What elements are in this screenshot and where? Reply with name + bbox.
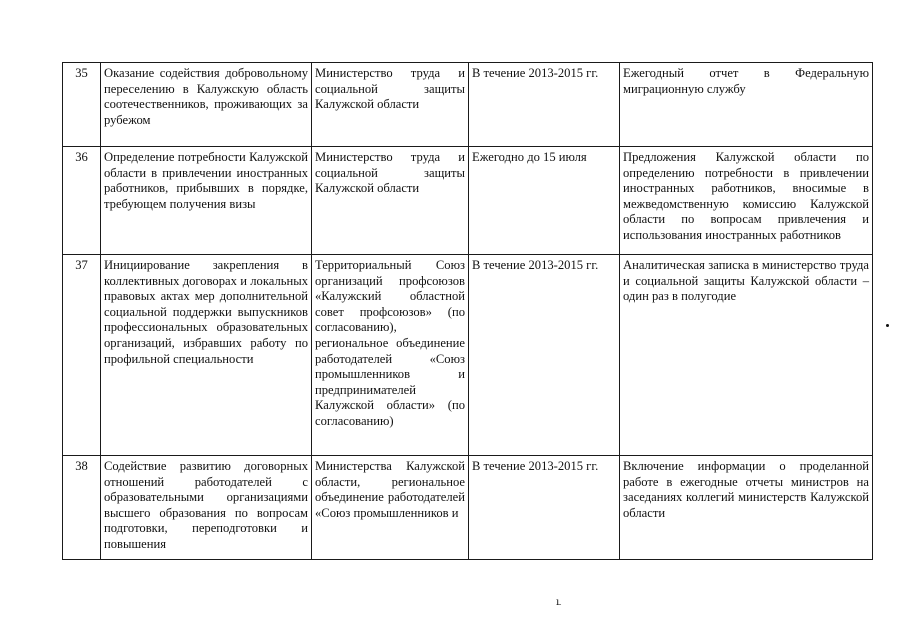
activity-cell: Определение потребности Калужской области в привлечении иностранных работников, прибывших в порядке, требующем получения визы xyxy=(101,147,312,255)
activity-cell: Содействие развитию договорных отношений работодателей с образовательными организациями высшего образования по вопросам подготовки, переподготовки и повышения xyxy=(101,456,312,560)
executor-cell: Министерства Калужской области, региональное объединение работодателей «Союз промышленников и xyxy=(312,456,469,560)
row-number: 36 xyxy=(63,147,101,255)
executor-cell: Министерство труда и социальной защиты Калужской области xyxy=(312,147,469,255)
table-row xyxy=(63,456,873,560)
result-cell: Ежегодный отчет в Федеральную миграционную службу xyxy=(620,63,873,147)
result-cell: Аналитическая записка в министерство труда и социальной защиты Калужской области – один раз в полугодие xyxy=(620,255,873,456)
measures-table xyxy=(62,62,873,560)
term-cell: Ежегодно до 15 июля xyxy=(469,147,620,255)
row-number: 38 xyxy=(63,456,101,560)
executor-cell: Территориальный Союз организаций профсоюзов «Калужский областной совет профсоюзов» (по согласованию), региональное объединение работодателей «Союз промышленников и предпринимателей Калужской области» (по согласованию) xyxy=(312,255,469,456)
term-cell: В течение 2013-2015 гг. xyxy=(469,63,620,147)
scan-mark: ւ xyxy=(556,597,561,608)
result-cell: Включение информации о проделанной работе в ежегодные отчеты министров на заседаниях коллегий министерств Калужской области xyxy=(620,456,873,560)
term-cell: В течение 2013-2015 гг. xyxy=(469,255,620,456)
table-row xyxy=(63,63,873,147)
row-number: 37 xyxy=(63,255,101,456)
table-row xyxy=(63,255,873,456)
activity-cell: Инициирование закрепления в коллективных договорах и локальных правовых актах мер дополнительной социальной поддержки выпускников профессиональных образовательных организаций, избравших работу по профильной специальности xyxy=(101,255,312,456)
executor-cell: Министерство труда и социальной защиты Калужской области xyxy=(312,63,469,147)
result-cell: Предложения Калужской области по определению потребности в привлечении иностранных работников, вносимые в межведомственную комиссию Калужской области по вопросам привлечения и использования иностранных работников xyxy=(620,147,873,255)
table-row xyxy=(63,147,873,255)
activity-cell: Оказание содействия добровольному переселению в Калужскую область соотечественников, проживающих за рубежом xyxy=(101,63,312,147)
scan-speck xyxy=(886,324,889,327)
row-number: 35 xyxy=(63,63,101,147)
term-cell: В течение 2013-2015 гг. xyxy=(469,456,620,560)
